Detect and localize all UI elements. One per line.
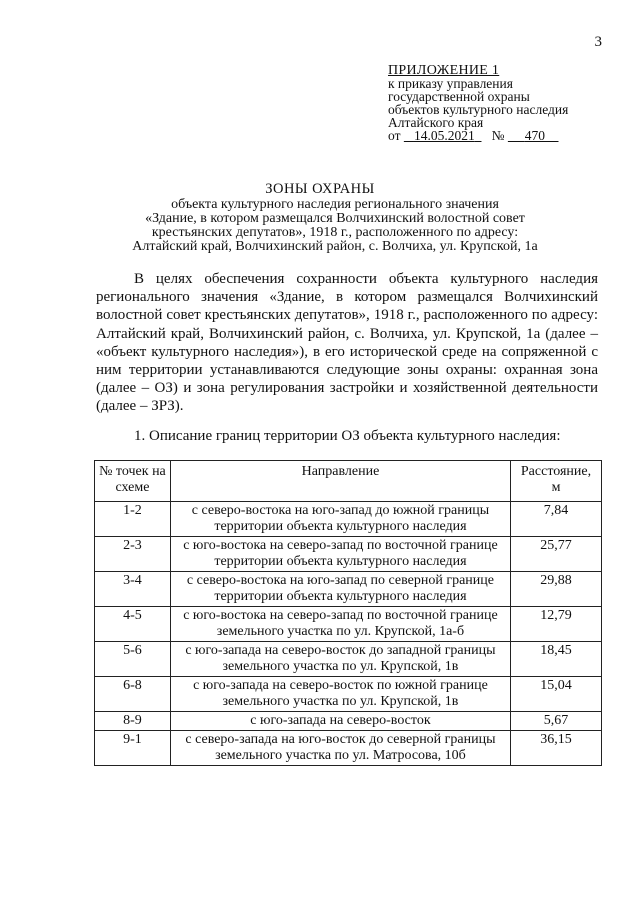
table-row	[95, 731, 602, 766]
appendix-block	[388, 64, 628, 142]
table-row	[95, 677, 602, 712]
table-row	[95, 642, 602, 677]
borders-table	[94, 460, 602, 766]
page-number: 3	[594, 34, 602, 50]
cell-distance: 12,79	[511, 607, 602, 642]
cell-direction: с северо-востока на юго-запад до южной границы территории объекта культурного наследия	[170, 502, 510, 537]
cell-direction: с юго-запада на северо-восток	[170, 712, 510, 731]
table-row	[95, 572, 602, 607]
cell-direction: с северо-запада на юго-восток до северной границы земельного участка по ул. Матросова, 10б	[170, 731, 510, 766]
document-subtitle	[70, 198, 600, 254]
header-distance: Расстояние, м	[511, 461, 602, 502]
table-row	[95, 607, 602, 642]
cell-points: 2-3	[95, 537, 171, 572]
order-date-value: 14.05.2021	[413, 128, 475, 143]
appendix-title: ПРИЛОЖЕНИЕ 1	[388, 63, 500, 78]
cell-points: 6-8	[95, 677, 171, 712]
document-title: ЗОНЫ ОХРАНЫ	[265, 181, 375, 197]
cell-distance: 36,15	[511, 731, 602, 766]
cell-points: 3-4	[95, 572, 171, 607]
table-row	[95, 502, 602, 537]
cell-points: 8-9	[95, 712, 171, 731]
order-date-line	[388, 129, 628, 142]
number-sign: №	[491, 128, 505, 143]
cell-distance: 29,88	[511, 572, 602, 607]
cell-direction: с северо-востока на юго-запад по северной границе территории объекта культурного наследия	[170, 572, 510, 607]
date-prefix: от	[388, 128, 401, 143]
cell-distance: 7,84	[511, 502, 602, 537]
cell-points: 4-5	[95, 607, 171, 642]
table-row	[95, 537, 602, 572]
subtitle-line-1: объекта культурного наследия регионального значения	[171, 197, 499, 212]
cell-direction: с юго-запада на северо-восток до западной границы земельного участка по ул. Крупской, 1в	[170, 642, 510, 677]
appendix-line-2: государственной охраны	[388, 89, 530, 104]
header-direction: Направление	[170, 461, 510, 502]
cell-points: 9-1	[95, 731, 171, 766]
table-row	[95, 712, 602, 731]
appendix-line-4: Алтайского края	[388, 115, 484, 130]
cell-direction: с юго-запада на северо-восток по южной границе земельного участка по ул. Крупской, 1в	[170, 677, 510, 712]
intro-paragraph: В целях обеспечения сохранности объекта культурного наследия регионального значения «Здание, в котором размещался Волчихинский волостной совет крестьянских депутатов», 1918 г., расположенного по адресу: Алтайский край, Волчихинский район, с. Волчиха, ул. Крупской, 1а (далее – «объект культурного наследия»), в его исторической среде на сопряженной с ним территории устанавливаются следующие зоны охраны: охранная зона (далее – ОЗ) и зона регулирования застройки и хозяйственной деятельности (далее – ЗРЗ).	[96, 271, 598, 415]
cell-distance: 5,67	[511, 712, 602, 731]
cell-direction: с юго-востока на северо-запад по восточной границе земельного участка по ул. Крупской, 1а-б	[170, 607, 510, 642]
table-header-row	[95, 461, 602, 502]
cell-direction: с юго-востока на северо-запад по восточной границе территории объекта культурного наследия	[170, 537, 510, 572]
subtitle-line-4: Алтайский край, Волчихинский район, с. Волчиха, ул. Крупской, 1а	[132, 239, 538, 254]
cell-points: 5-6	[95, 642, 171, 677]
subtitle-line-3: крестьянских депутатов», 1918 г., расположенного по адресу:	[151, 225, 519, 240]
subtitle-line-2: «Здание, в котором размещался Волчихинский волостной совет	[145, 211, 525, 226]
section-heading: 1. Описание границ территории ОЗ объекта культурного наследия:	[134, 428, 561, 444]
order-number	[508, 128, 559, 143]
appendix-line-1: к приказу управления	[388, 76, 513, 91]
cell-distance: 18,45	[511, 642, 602, 677]
appendix-line-3: объектов культурного наследия	[388, 102, 569, 117]
order-number-value: 470	[524, 128, 545, 143]
cell-distance: 25,77	[511, 537, 602, 572]
cell-points: 1-2	[95, 502, 171, 537]
order-date	[404, 128, 482, 143]
cell-distance: 15,04	[511, 677, 602, 712]
header-points: № точек на схеме	[95, 461, 171, 502]
